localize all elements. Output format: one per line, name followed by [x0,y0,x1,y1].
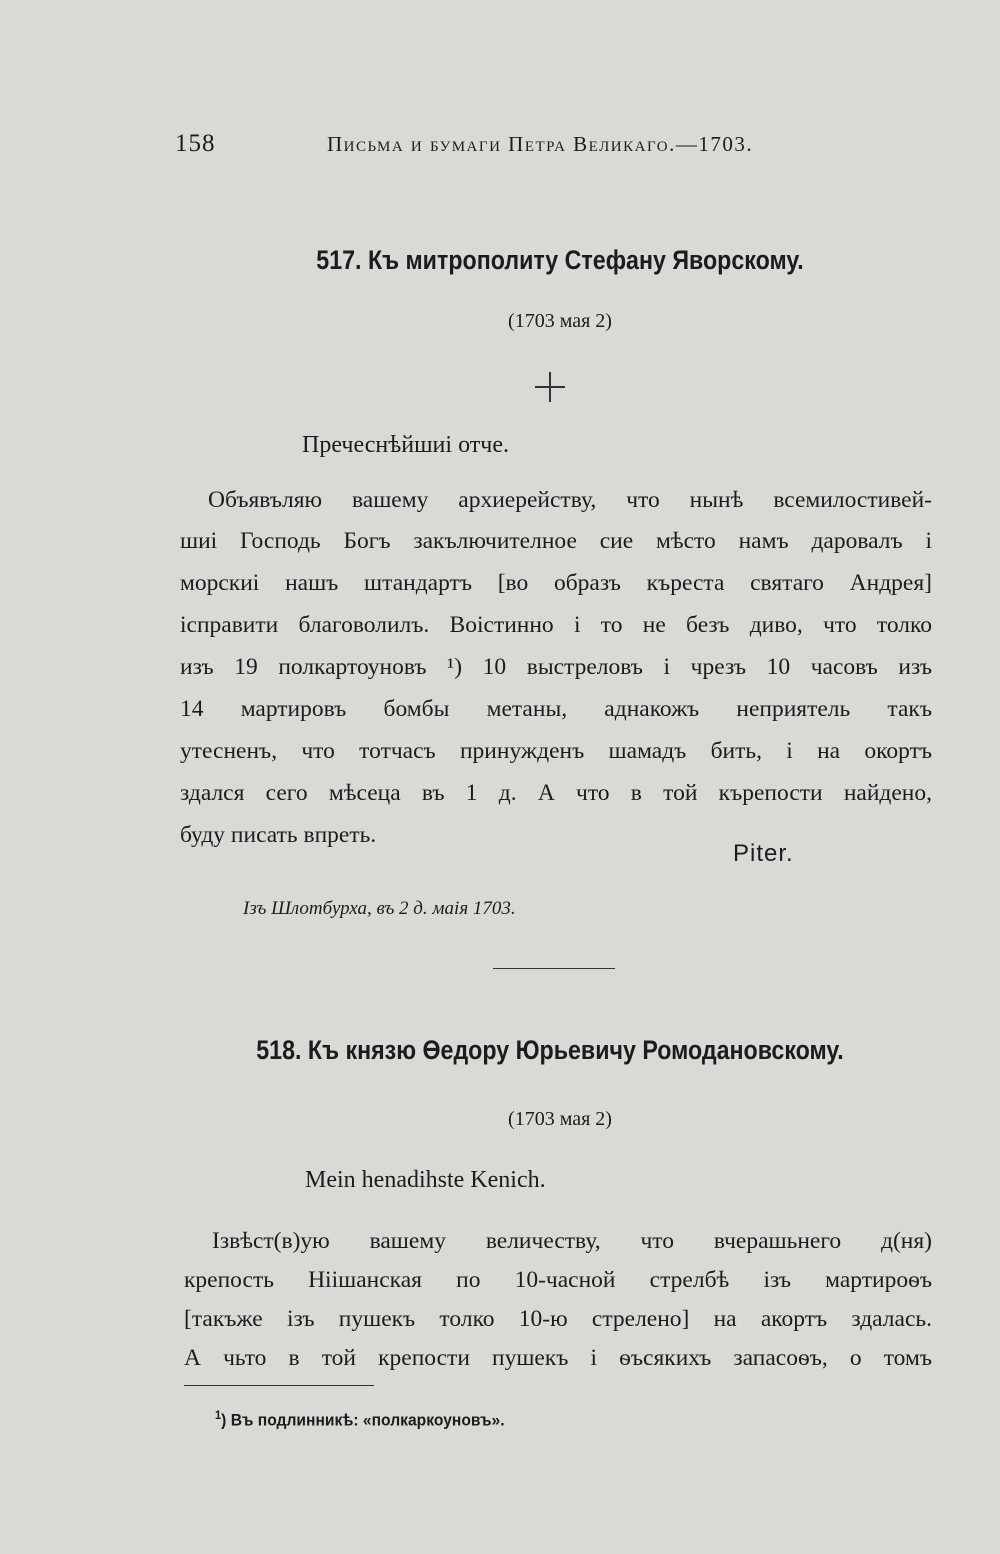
letter-517-line: морскиі нашъ штандартъ [во образъ къреста святаго Андрея] [180,570,932,596]
footnote [215,1408,505,1431]
running-title: Письма и бумаги Петра Великаго.—1703. [327,132,754,156]
letter-517-line: изъ 19 полкартоуновъ ¹) 10 выстреловъ і чрезъ 10 часовъ изъ [180,654,932,680]
letter-517-line: здался сего мѣсеца въ 1 д. А что в той кърепости найдено, [180,780,932,806]
letter-517-line: буду писать впреть. [180,822,377,848]
letter-518-date: (1703 мая 2) [508,1108,612,1130]
signature: Piter. [733,840,794,867]
letter-518-salutation: Mein henadihste Kenich. [305,1167,546,1193]
page-header [175,130,785,164]
letter-518-line: Ізвѣст(в)ую вашему величеству, что вчерашьнего д(ня) [212,1228,932,1254]
letter-517-salutation: Пречеснѣйшиі отче. [302,432,509,458]
letter-517-line: 14 мартировъ бомбы метаны, аднакожъ неприятель такъ [180,696,932,722]
place-and-date: Ізъ Шлотбурха, въ 2 д. маія 1703. [243,898,516,919]
footnote-text: ) Въ подлинникѣ: «полкаркоуновъ». [221,1410,505,1430]
letter-517-line: утесненъ, что тотчасъ принужденъ шамадъ бить, і на окортъ [180,738,932,764]
footnote-rule [184,1385,374,1386]
letter-518-line: крепость Ніішанская по 10-часной стрелбѣ ізъ мартироѳъ [184,1267,932,1293]
cross-icon [535,372,565,402]
letter-517-line: Объявъляю вашему архиерейству, что нынѣ всемилостивей- [208,487,932,513]
letter-517-line: ісправити благоволилъ. Воістинно і то не безъ диво, что толко [180,612,932,638]
letter-517-date: (1703 мая 2) [508,310,612,332]
section-divider [493,968,615,969]
letter-517-title: 517. Къ митрополиту Стефану Яворскому. [316,245,804,275]
letter-518-line: [такъже ізъ пушекъ толко 10-ю стрелено] на акортъ здалась. [184,1306,932,1332]
letter-518-title: 518. Къ князю Өедору Юрьевичу Ромодановскому. [256,1035,844,1065]
page-number: 158 [175,130,216,157]
footnote-marker: 1 [215,1408,222,1422]
letter-518-line: А чьто в той крепости пушекъ і ѳъсякихъ запасоѳъ, о томъ [184,1345,932,1371]
letter-517-line: шиі Господь Богъ закълючителное сие мѣсто намъ даровалъ і [180,528,932,554]
